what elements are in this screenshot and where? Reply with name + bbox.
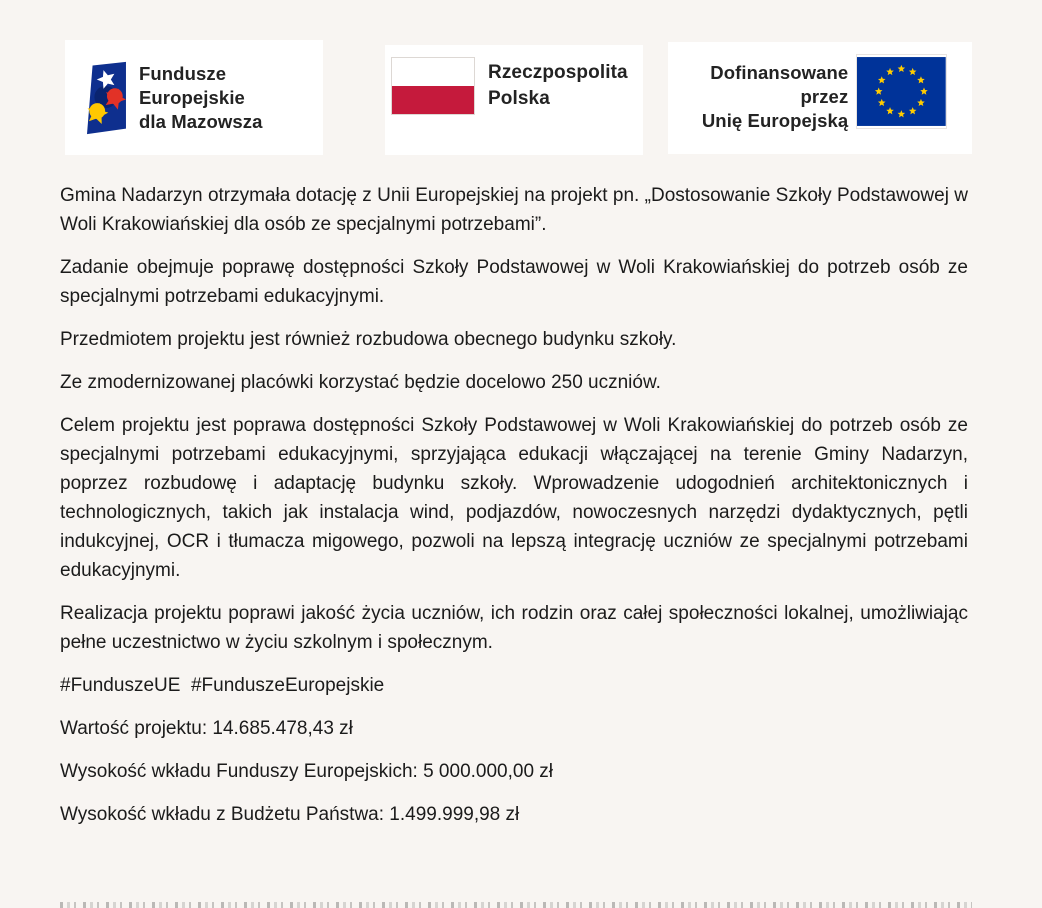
logo-text-line: Polska [488, 88, 550, 109]
fundusze-europejskie-flag-icon [87, 59, 126, 137]
paragraph-eu-contribution: Wysokość wkładu Funduszy Europejskich: 5 000.000,00 zł [60, 761, 554, 782]
paragraph-subject: Przedmiotem projektu jest również rozbudowa obecnego budynku szkoły. [60, 329, 677, 350]
logo-text-line: Unię Europejską [701, 110, 849, 131]
document-body [60, 181, 968, 843]
paragraph-project-value: Wartość projektu: 14.685.478,43 zł [60, 718, 353, 739]
logo-rzeczpospolita-polska [385, 45, 643, 155]
eu-flag-icon [857, 55, 946, 128]
logo-dofinansowane-przez-ue [668, 42, 972, 154]
paragraph-goal: Celem projektu jest poprawa dostępności Szkoły Podstawowej w Woli Krakowiańskiej do potrzeb osób ze specjalnymi potrzebami edukacyjnymi, sprzyjająca edukacji włączającej na terenie Gminy Nadarzyn, poprzez rozbudowę i adaptację budynku szkoły. Wprowadzenie udogodnień architektonicznych i technologicznych, takich jak instalacja wind, podjazdów, nowoczesnych narzędzi dydaktycznych, pętli indukcyjnej, OCR i tłumacza migowego, pozwoli na lepszą integrację uczniów ze specjalnymi potrzebami edukacyjnymi. [60, 415, 968, 581]
logo-rzeczpospolita-polska-label [488, 60, 628, 112]
logo-text-line: dla Mazowsza [138, 110, 263, 132]
clipped-text-line [60, 902, 972, 908]
logo-fundusze-europejskie-label [139, 62, 323, 134]
paragraph-task: Zadanie obejmuje poprawę dostępności Szkoły Podstawowej w Woli Krakowiańskiej do potrzeb osób ze specjalnymi potrzebami edukacyjnymi. [60, 257, 968, 307]
paragraph-grant-intro: Gmina Nadarzyn otrzymała dotację z Unii Europejskiej na projekt pn. „Dostosowanie Szkoły Podstawowej w Woli Krakowiańskiej dla osób ze specjalnymi potrzebami”. [60, 185, 968, 235]
paragraph-hashtags: #FunduszeUE #FunduszeEuropejskie [60, 675, 385, 696]
logo-dofinansowane-label [668, 61, 848, 133]
poland-flag-icon [391, 57, 475, 115]
logo-fundusze-europejskie [65, 40, 323, 155]
logo-text-line: Fundusze Europejskie [138, 62, 245, 108]
logo-text-line: Rzeczpospolita [488, 62, 628, 83]
paragraph-impact: Realizacja projektu poprawi jakość życia uczniów, ich rodzin oraz całej społeczności lokalnej, umożliwiając pełne uczestnictwo w życiu szkolnym i społecznym. [60, 603, 968, 653]
paragraph-students-count: Ze zmodernizowanej placówki korzystać będzie docelowo 250 uczniów. [60, 372, 661, 393]
logo-text-line: Dofinansowane przez [710, 62, 849, 107]
paragraph-state-contribution: Wysokość wkładu z Budżetu Państwa: 1.499.999,98 zł [60, 804, 520, 825]
